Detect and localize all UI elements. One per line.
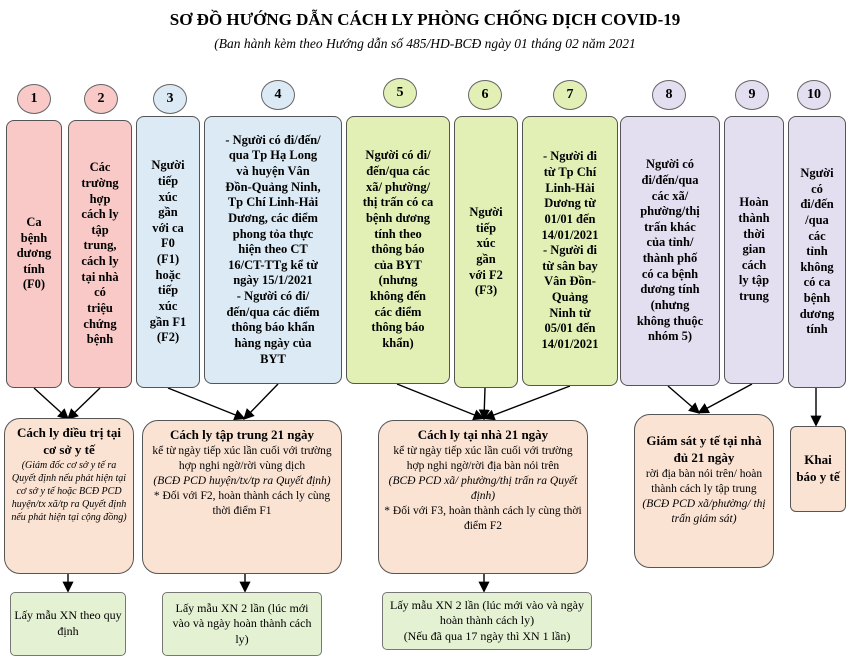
action-text-2: * Đối với F3, hoàn thành cách ly cùng thời điểm F2 xyxy=(384,504,582,532)
action-note: (BCĐ PCD xã/phường/ thị trấn giám sát) xyxy=(642,497,766,525)
number-circle-1: 1 xyxy=(17,84,51,114)
action-text: kể từ ngày tiếp xúc lần cuối với trường hợp nghi ngờ/rời địa bàn nói trên xyxy=(393,444,573,472)
action-text: rời địa bàn nói trên/ hoàn thành cách ly tập trung xyxy=(645,467,763,495)
action-note: (BCĐ PCD huyện/tx/tp ra Quyết định) xyxy=(153,474,331,487)
group-box-4: - Người có đi/đến/ qua Tp Hạ Long và huyện Vân Đồn-Quảng Ninh, Tp Chí Linh-Hải Dương, các điểm phong tỏa thực hiện theo CT 16/CT-TTg kể từ ngày 15/1/2021 - Người có đi/ đến/qua các điểm thông báo khẩn hàng ngày của BYT xyxy=(204,116,342,384)
page-title: SƠ ĐỒ HƯỚNG DẪN CÁCH LY PHÒNG CHỐNG DỊCH COVID-19 xyxy=(169,10,681,29)
number-circle-7: 7 xyxy=(553,80,587,110)
action-text: kể từ ngày tiếp xúc lần cuối với trường hợp nghi ngờ/rời vùng dịch xyxy=(152,444,332,472)
number-circle-2: 2 xyxy=(84,84,118,114)
number-circle-6: 6 xyxy=(468,80,502,110)
group-box-3: Người tiếp xúc gần với ca F0 (F1) hoặc tiếp xúc gần F1 (F2) xyxy=(136,116,200,388)
action-box-declare xyxy=(790,426,846,512)
group-box-1: Ca bệnh dương tính (F0) xyxy=(6,120,62,388)
group-box-2: Các trường hợp cách ly tập trung, cách ly tại nhà có triệu chứng bệnh xyxy=(68,120,132,388)
group-box-10: Người có đi/đến /qua các tỉnh không có ca bệnh dương tính xyxy=(788,116,846,388)
action-heading: Cách ly tại nhà 21 ngày xyxy=(417,427,549,442)
sample-text: Lấy mẫu XN 2 lần (lúc mới vào và ngày hoàn thành cách ly) xyxy=(172,600,312,646)
sample-box-3 xyxy=(382,592,592,650)
page-subtitle: (Ban hành kèm theo Hướng dẫn số 485/HD-BCĐ ngày 01 tháng 02 năm 2021 xyxy=(214,36,636,51)
number-circle-10: 10 xyxy=(797,80,831,110)
sample-text: Lấy mẫu XN theo quy định xyxy=(14,608,122,638)
action-note: (BCĐ PCD xã/ phường/thị trấn ra Quyết định) xyxy=(388,474,578,502)
number-circle-5: 5 xyxy=(383,78,417,108)
number-circle-9: 9 xyxy=(735,80,769,110)
action-note: (Giám đốc cơ sở y tế ra Quyết định nếu phát hiện tại cơ sở y tế hoặc BCĐ PCD huyện/tx xã/tp ra Quyết định nếu phát hiện tại cộng đồng) xyxy=(11,459,127,523)
group-box-9: Hoàn thành thời gian cách ly tập trung xyxy=(724,116,784,384)
number-circle-8: 8 xyxy=(652,80,686,110)
group-box-6: Người tiếp xúc gần với F2 (F3) xyxy=(454,116,518,388)
sample-text-2: (Nếu đã qua 17 ngày thì XN 1 lần) xyxy=(403,628,571,643)
action-heading: Giám sát y tế tại nhà đủ 21 ngày xyxy=(646,433,762,465)
group-box-8: Người có đi/đến/qua các xã/ phường/thị trấn khác của tỉnh/ thành phố có ca bệnh dương tính (nhưng không thuộc nhóm 5) xyxy=(620,116,720,386)
sample-text: Lấy mẫu XN 2 lần (lúc mới vào và ngày hoàn thành cách ly) xyxy=(390,597,584,628)
action-heading: Cách ly điều trị tại cơ sở y tế xyxy=(17,425,121,457)
action-box-monitor xyxy=(634,414,774,568)
action-box-home xyxy=(378,420,588,574)
action-heading: Khai báo y tế xyxy=(796,452,840,484)
number-circle-3: 3 xyxy=(153,84,187,114)
number-circle-4: 4 xyxy=(261,80,295,110)
sample-box-1 xyxy=(10,592,126,656)
action-box-concentrated xyxy=(142,420,342,574)
action-box-treatment xyxy=(4,418,134,574)
sample-box-2 xyxy=(162,592,322,656)
action-text-2: * Đối với F2, hoàn thành cách ly cùng thời điểm F1 xyxy=(153,489,331,517)
group-box-5: Người có đi/ đến/qua các xã/ phường/ thị trấn có ca bệnh dương tính theo thông báo của BYT (nhưng không đến các điểm thông báo khẩn) xyxy=(346,116,450,384)
group-box-7: - Người đi từ Tp Chí Linh-Hải Dương từ 01/01 đến 14/01/2021 - Người đi từ sân bay Vân Đồn- Quảng Ninh từ 05/01 đến 14/01/2021 xyxy=(522,116,618,386)
action-heading: Cách ly tập trung 21 ngày xyxy=(169,427,315,442)
